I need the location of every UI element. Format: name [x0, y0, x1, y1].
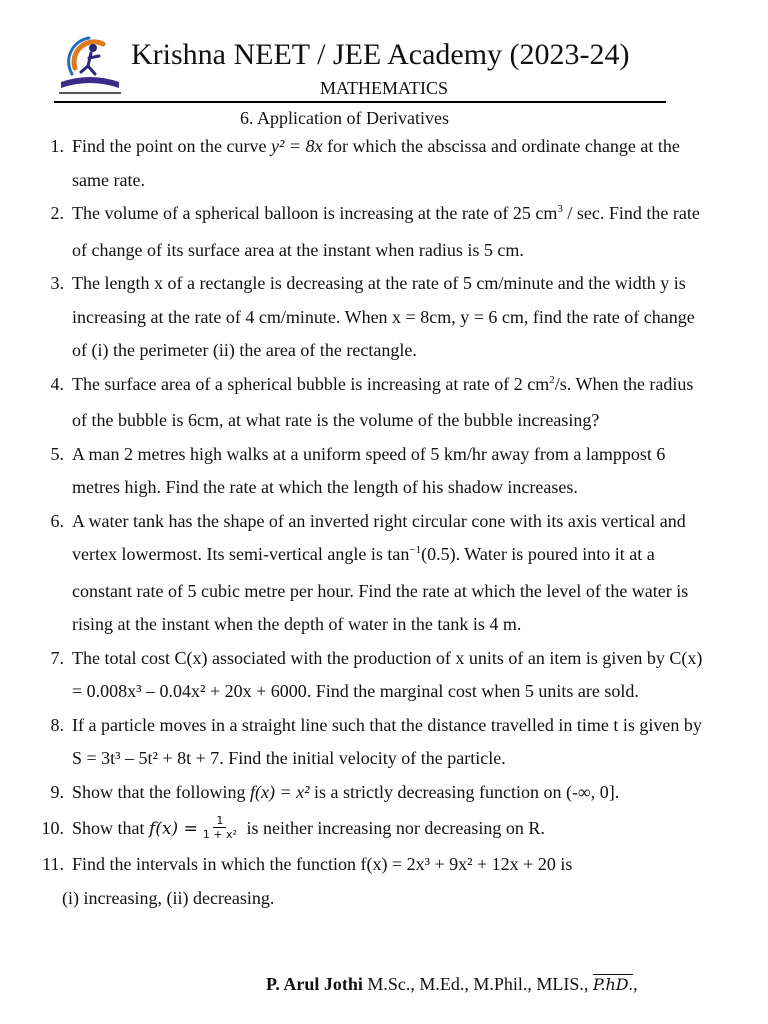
fraction-numerator: 1 — [213, 814, 226, 828]
question-number: 8. — [50, 714, 64, 735]
superscript: 3 — [557, 203, 563, 215]
author-phd: P.hD. — [592, 975, 634, 994]
chapter-title: 6. Application of Derivatives — [240, 108, 449, 128]
question-9: 9. Show that the following f(x) = x² is a strictly decreasing function on (-∞, 0]. — [0, 776, 704, 810]
question-number: 7. — [50, 647, 64, 668]
question-2: 2. The volume of a spherical balloon is increasing at the rate of 25 $cm^3$ / sec. Find the rate of change of its surface area at the instant when radius is 5 cm. — [0, 197, 704, 267]
question-number: 9. — [50, 781, 64, 802]
academy-title: Krishna NEET / JEE Academy (2023-24) — [131, 38, 630, 71]
superscript: −1 — [409, 544, 422, 556]
question-number: 2. — [50, 203, 64, 223]
question-6: 6. A water tank has the shape of an inverted right circular cone with its axis vertical and vertex lowermost. Its semi-vertical angle is $\tan^{-1}(0.5)$. Water is poured into it at a constant rate of 5 cubic metre per hour. Find the rate at which the level of the water is rising at the instant when the depth of water in the tank is 4 m. — [0, 505, 704, 642]
equation: f(x) = x² — [250, 781, 310, 802]
author-degrees: M.Sc., M.Ed., M.Phil., MLIS., — [362, 974, 593, 994]
equation: C(x) = 0.008x³ – 0.04x² + 20x + 6000 — [72, 647, 703, 701]
question-4: 4. The surface area of a spherical bubble is increasing at rate of 2 $cm^2/s$. When the radius of the bubble is 6cm, at what rate is the volume of the bubble increasing? — [0, 368, 704, 438]
superscript: 2 — [549, 373, 555, 386]
header-divider — [54, 101, 666, 103]
question-11-parts: (i) increasing, (ii) decreasing. — [62, 887, 275, 908]
question-5: 5. A man 2 metres high walks at a uniform speed of 5 km/hr away from a lamppost 6 metres high. Find the rate at which the length of his shadow increases. — [0, 438, 704, 505]
question-number: 3. — [50, 273, 64, 293]
question-11: 11. Find the intervals in which the function f(x) = 2x³ + 9x² + 12x + 20 is — [0, 848, 704, 882]
question-7: 7. The total cost C(x) associated with the production of x units of an item is given by C(x) = 0.008x³ – 0.04x² + 20x + 6000. Find the marginal cost when 5 units are sold. — [0, 642, 704, 709]
question-number: 4. — [50, 373, 64, 394]
equation: f(x) = 2x³ + 9x² + 12x + 20 — [360, 854, 556, 874]
question-list — [0, 130, 768, 915]
question-number: 10. — [41, 818, 64, 838]
question-10: 10. Show that f(x) = $\frac{1}{\text{1 + x²}}$ is neither increasing nor decreasing on R. — [0, 809, 704, 848]
question-number: 6. — [50, 510, 64, 531]
question-8: 8. If a particle moves in a straight line such that the distance travelled in time t is given by S = 3t³ – 5t² + 8t + 7. Find the initial velocity of the particle. — [0, 709, 704, 776]
equation-lhs: f(x) = — [149, 819, 198, 839]
equation: y² = 8x — [270, 136, 323, 156]
question-3: 3. The length x of a rectangle is decreasing at the rate of 5 cm/minute and the width y is increasing at the rate of 4 cm/minute. When x = 8cm, y = 6 cm, find the rate of change of (i) the perimeter (ii) the area of the rectangle. — [0, 267, 704, 368]
fraction — [200, 814, 240, 841]
author-signature: P. Arul Jothi M.Sc., M.Ed., M.Phil., MLIS., P.hD., — [266, 974, 638, 994]
subject-heading: MATHEMATICS — [319, 78, 448, 98]
question-1: 1. Find the point on the curve y² = 8x for which the abscissa and ordinate change at the same rate. — [0, 130, 704, 197]
equation: S = 3t³ – 5t² + 8t + 7 — [72, 748, 220, 768]
question-number: 5. — [50, 443, 64, 464]
question-number: 11. — [42, 854, 64, 874]
question-number: 1. — [50, 136, 64, 156]
fraction-denominator: 1 + x² — [202, 828, 237, 842]
author-name: P. Arul Jothi — [266, 974, 363, 994]
